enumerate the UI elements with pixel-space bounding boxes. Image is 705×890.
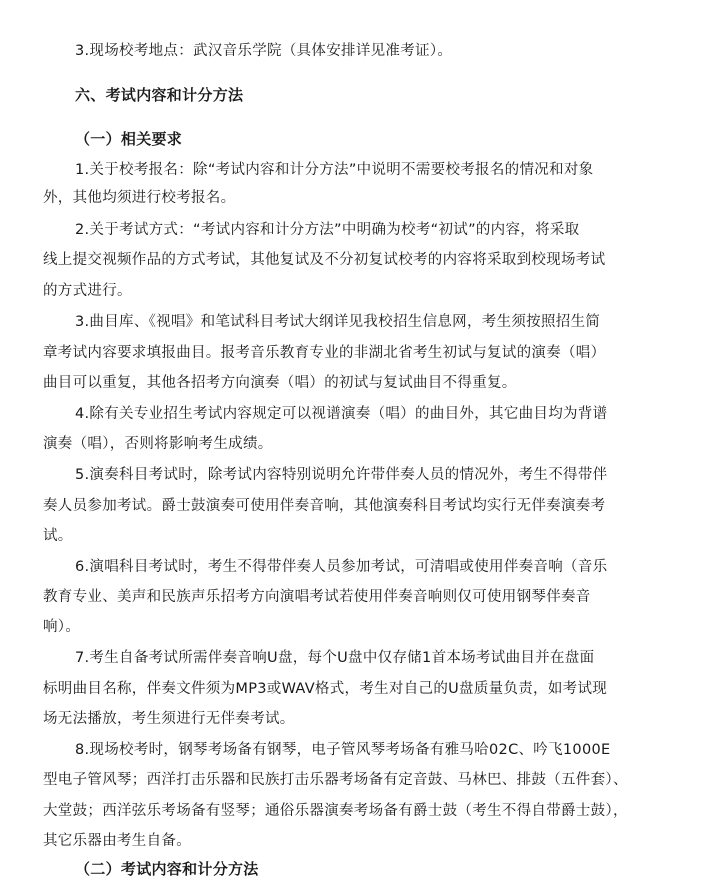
- paragraph-3-line-1: 3.曲目库、《视唱》和笔试科目考试大纲详见我校招生信息网，考生须按照招生简: [75, 314, 601, 330]
- paragraph-6-line-2: 教育专业、美声和民族声乐招考方向演唱考试若使用伴奏音响则仅可使用钢琴伴奏音: [43, 589, 591, 605]
- paragraph-5-line-1: 5.演奏科目考试时，除考试内容特别说明允许带伴奏人员的情况外，考生不得带伴: [75, 467, 608, 483]
- paragraph-7-line-3: 场无法播放，考生须进行无伴奏考试。: [43, 711, 295, 727]
- paragraph-1-line-1: 1.关于校考报名：除“考试内容和计分方法”中说明不需要校考报名的情况和对象: [75, 162, 594, 178]
- paragraph-6-line-1: 6.演唱科目考试时，考生不得带伴奏人员参加考试，可清唱或使用伴奏音响（音乐: [75, 559, 608, 575]
- paragraph-7-line-2: 标明曲目名称，伴奏文件须为MP3或WAV格式，考生对自己的U盘质量负责，如考试现: [43, 681, 608, 697]
- paragraph-2-line-2: 线上提交视频作品的方式考试，其他复试及不分初复试校考的内容将采取到校现场考试: [43, 252, 606, 268]
- paragraph-5-line-3: 试。: [43, 528, 73, 544]
- paragraph-3-line-3: 曲目可以重复，其他各招考方向演奏（唱）的初试与复试曲目不得重复。: [43, 375, 517, 391]
- paragraph-5-line-2: 奏人员参加考试。爵士鼓演奏可使用伴奏音响，其他演奏科目考试均实行无伴奏演奏考: [43, 498, 606, 514]
- exam-location-line: 3.现场校考地点：武汉音乐学院（具体安排详见准考证）。: [75, 43, 453, 59]
- paragraph-8-line-2: 型电子管风琴；西洋打击乐器和民族打击乐器考场备有定音鼓、马林巴、排鼓（五件套）、: [43, 772, 628, 788]
- paragraph-8-line-3: 大堂鼓；西洋弦乐考场备有竖琴；通俗乐器演奏考场备有爵士鼓（考生不得自带爵士鼓），: [43, 803, 628, 819]
- paragraph-8-line-4: 其它乐器由考生自备。: [43, 833, 191, 849]
- subsection-heading-content-scoring: （二）考试内容和计分方法: [75, 860, 259, 878]
- paragraph-8-line-1: 8.现场校考时，钢琴考场备有钢琴，电子管风琴考场备有雅马哈02C、吟飞1000E: [75, 742, 611, 758]
- paragraph-2-line-3: 的方式进行。: [43, 283, 132, 299]
- paragraph-3-line-2: 章考试内容要求填报曲目。报考音乐教育专业的非湖北省考生初试与复试的演奏（唱）: [43, 345, 606, 361]
- paragraph-7-line-1: 7.考生自备考试所需伴奏音响U盘，每个U盘中仅存储1首本场考试曲目并在盘面: [75, 650, 595, 666]
- paragraph-2-line-1: 2.关于考试方式：“考试内容和计分方法”中明确为校考“初试”的内容，将采取: [75, 222, 580, 238]
- section-heading-exam-content: 六、考试内容和计分方法: [75, 86, 244, 104]
- paragraph-1-line-2: 外，其他均须进行校考报名。: [43, 190, 236, 206]
- subsection-heading-requirements: （一）相关要求: [75, 130, 183, 148]
- paragraph-6-line-3: 响）。: [43, 619, 81, 635]
- paragraph-4-line-2: 演奏（唱），否则将影响考生成绩。: [43, 436, 273, 452]
- paragraph-4-line-1: 4.除有关专业招生考试内容规定可以视谱演奏（唱）的曲目外，其它曲目均为背谱: [75, 406, 608, 422]
